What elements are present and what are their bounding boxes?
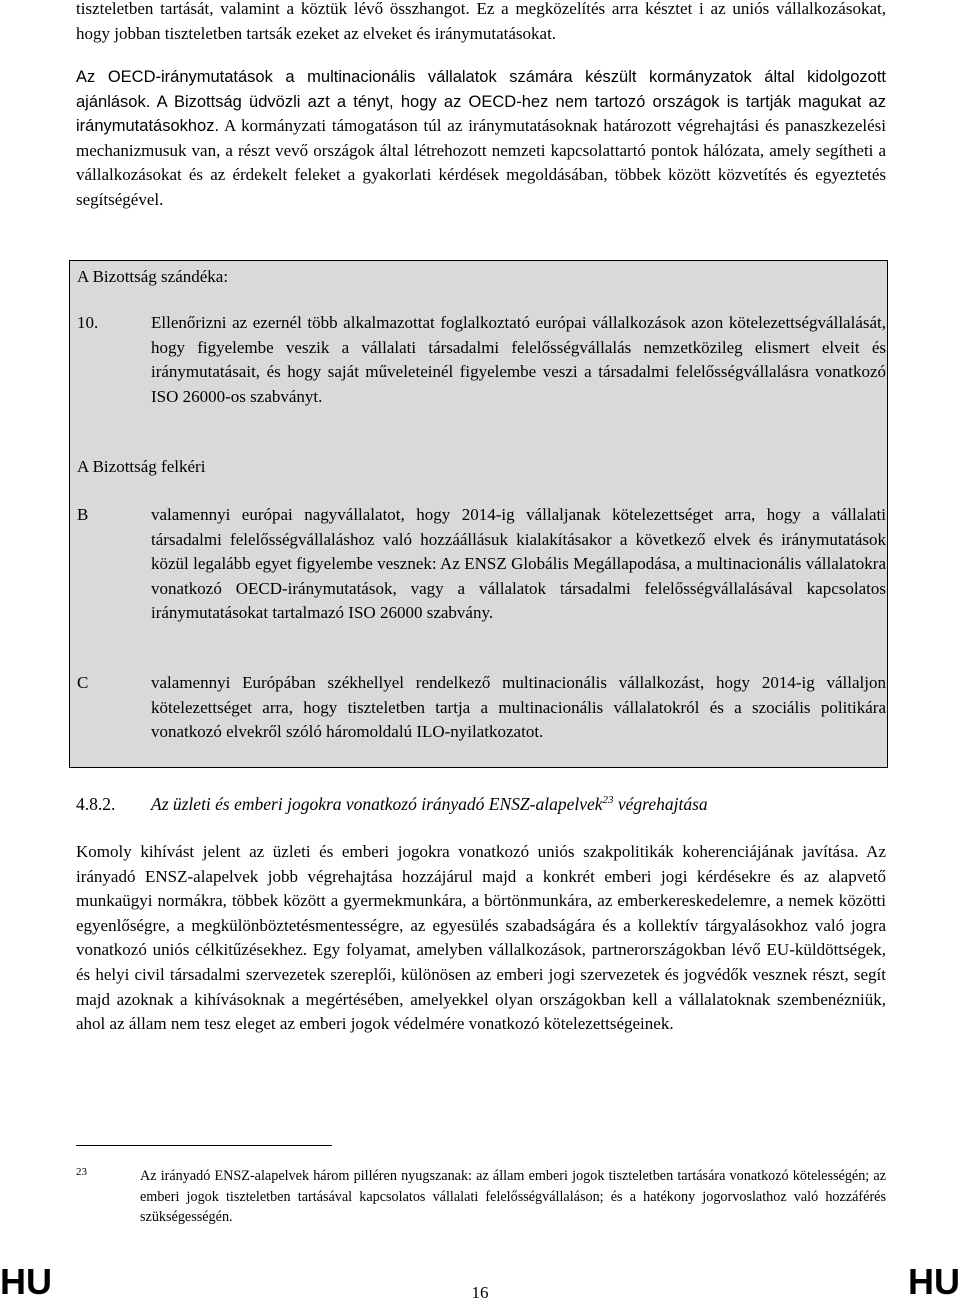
section-title-end: végrehajtása	[613, 794, 708, 814]
footnote-reference: 23	[602, 794, 614, 806]
item-letter: C	[77, 673, 89, 692]
item-text: valamennyi Európában székhellyel rendelkező multinacionális vállalkozást, hogy 2014-ig vállaljon kötelezettséget arra, hogy tiszteletben tartja a multinacionális vállalatokról és a szociális politikára vonatkozó elvekről szóló háromoldalú ILO-nyilatkozatot.	[151, 673, 886, 742]
box-title: A Bizottság szándéka:	[77, 267, 229, 286]
footnote-text: Az irányadó ENSZ-alapelvek három pilléren nyugszanak: az állam emberi jogok tiszteletben tartására vonatkozó kötelességén; az emberi jogok tiszteletben tartásával kapcsolatos vállalati felelősségvállaláson; és a hatékony jogorvoslathoz való hozzáférés szükségességén.	[140, 1168, 886, 1225]
language-code-left: HU	[0, 1261, 52, 1302]
footnote-number: 23	[76, 1166, 87, 1178]
commission-action-box	[69, 260, 888, 768]
page-number: 16	[471, 1283, 489, 1302]
box-subtitle: A Bizottság felkéri	[77, 457, 206, 476]
footnote-separator	[76, 1145, 332, 1146]
language-code-right: HU	[908, 1261, 960, 1302]
oecd-guidelines-text: Az OECD-iránymutatások a multinacionális vállalatok számára készült kormányzatok által kidolgozott ajánlások. A Bizottság üdvözli azt a tényt, hogy az OECD-hez nem tartozó országok is tartják magukat az iránymutatásokhoz.	[76, 68, 886, 136]
item-letter: B	[77, 505, 89, 524]
section-number: 4.8.2.	[76, 794, 116, 814]
item-text: valamennyi európai nagyvállalatot, hogy 2014-ig vállaljanak kötelezettséget arra, hogy a vállalati társadalmi felelősségvállaláshoz való hozzáállásuk kialakításakor a következő elvek és iránymutatások közül legalább egyet figyelembe vesznek: Az ENSZ Globális Megállapodása, a multinacionális vállalatokra vonatkozó OECD-iránymutatások, vagy a vállalatok társadalmi felelősségvállalásával kapcsolatos iránymutatásokat tartalmazó ISO 26000 szabvány.	[151, 505, 886, 623]
section-title	[151, 792, 708, 816]
body-paragraph: Komoly kihívást jelent az üzleti és emberi jogokra vonatkozó uniós szakpolitikák koherenciájának javítása. Az irányadó ENSZ-alapelvek jobb végrehajtása hozzájárul majd a konkrét emberi jogi kérdésekre és az alapvető munkaügyi normákra, többek között a gyermekmunkára, a börtönmunkára, az emberkereskedelemre, a nemek közötti egyenlőségre, a megkülönböztetésmentességre, az egyesülés szabadságára és a kollektív tárgyalásokhoz való jogra vonatkozó uniós célkitűzésekhez. Egy folyamat, amelyben vállalkozások, partnerországokban lévő EU-küldöttségek, és helyi civil társadalmi szervezetek szereplői, különösen az emberi jogi szervezetek és jogvédők vesznek részt, segít majd azoknak a kihívásoknak a megértésében, amelyekkel olyan országokban kell a vállalatoknak szembenézniük, ahol az állam nem tesz eleget az emberi jogok védelmére vonatkozó kötelezettségeinek.	[76, 842, 886, 1034]
item-number: 10.	[77, 313, 99, 332]
oecd-mechanism-text: A kormányzati támogatáson túl az iránymutatásoknak határozott végrehajtási és panaszkezelési mechanizmusuk van, a részt vevő országok által létrehozott nemzeti kapcsolattartó pontok hálózata, amely segítheti a vállalkozásokat és az érdekelt feleket a gyakorlati kérdések megoldásában, többek között közvetítés és egyeztetés segítségével.	[76, 116, 886, 209]
intro-paragraph-1: tiszteletben tartását, valamint a köztük lévő összhangot. Ez a megközelítés arra késztet i az uniós vállalkozásokat, hogy jobban tiszteletben tartsák ezeket az elveket és iránymutatásokat.	[76, 0, 886, 43]
item-text: Ellenőrizni az ezernél több alkalmazottat foglalkoztató európai vállalkozások azon kötelezettségvállalását, hogy figyelembe veszik a vállalati társadalmi felelősségvállalás nemzetközileg elismert elveit és iránymutatásait, és hogy saját műveleteinél figyelembe veszi a társadalmi felelősségvállalásra vonatkozó ISO 26000-os szabványt.	[151, 313, 886, 406]
intro-paragraph-2	[76, 65, 886, 213]
section-title-text: Az üzleti és emberi jogokra vonatkozó irányadó ENSZ-alapelvek	[151, 794, 603, 814]
